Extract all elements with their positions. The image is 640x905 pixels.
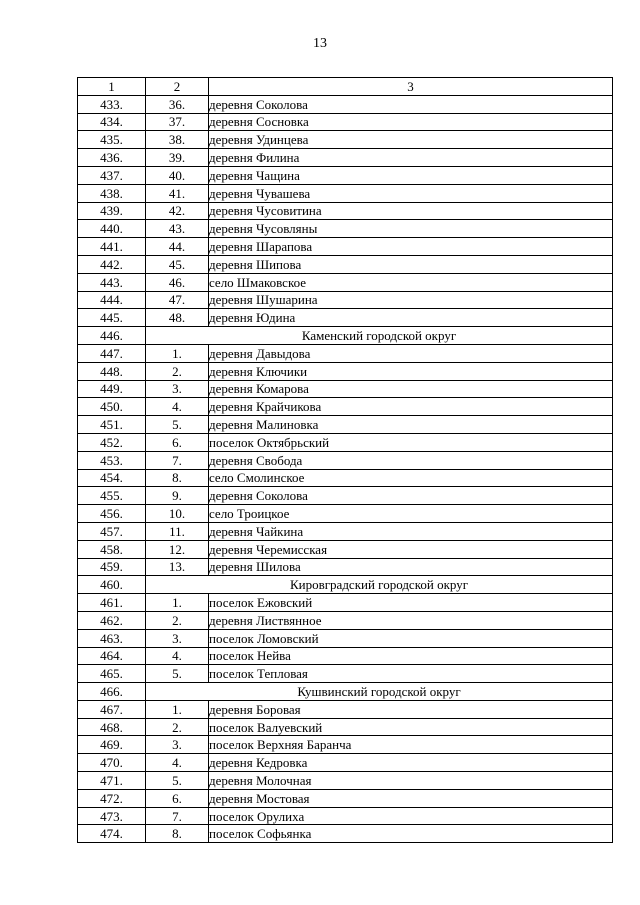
row-number: 443.	[78, 273, 146, 291]
settlement-name: поселок Валуевский	[209, 718, 613, 736]
row-number: 455.	[78, 487, 146, 505]
sub-number: 7.	[146, 807, 209, 825]
row-number: 465.	[78, 665, 146, 683]
row-number: 447.	[78, 344, 146, 362]
table-row	[78, 736, 613, 754]
table-row	[78, 825, 613, 843]
settlement-name: деревня Соколова	[209, 487, 613, 505]
settlement-name: деревня Шушарина	[209, 291, 613, 309]
table-row	[78, 433, 613, 451]
table-row	[78, 255, 613, 273]
table-row	[78, 469, 613, 487]
table-row	[78, 540, 613, 558]
sub-number: 6.	[146, 433, 209, 451]
table-row	[78, 522, 613, 540]
settlement-name: деревня Шипова	[209, 255, 613, 273]
group-row	[78, 327, 613, 345]
table-row	[78, 309, 613, 327]
table-row	[78, 558, 613, 576]
sub-number: 37.	[146, 113, 209, 131]
row-number: 460.	[78, 576, 146, 594]
row-number: 466.	[78, 683, 146, 701]
settlement-name: деревня Удинцева	[209, 131, 613, 149]
sub-number: 48.	[146, 309, 209, 327]
sub-number: 5.	[146, 665, 209, 683]
table-row	[78, 273, 613, 291]
settlement-name: деревня Листвянное	[209, 611, 613, 629]
sub-number: 47.	[146, 291, 209, 309]
row-number: 458.	[78, 540, 146, 558]
sub-number: 2.	[146, 362, 209, 380]
settlement-name: деревня Чувашева	[209, 184, 613, 202]
settlement-name: деревня Филина	[209, 149, 613, 167]
sub-number: 7.	[146, 451, 209, 469]
table-row	[78, 238, 613, 256]
settlement-name: деревня Малиновка	[209, 416, 613, 434]
settlement-name: деревня Черемисская	[209, 540, 613, 558]
table-row	[78, 629, 613, 647]
table-row	[78, 149, 613, 167]
sub-number: 44.	[146, 238, 209, 256]
settlement-name: деревня Шарапова	[209, 238, 613, 256]
settlement-name: деревня Комарова	[209, 380, 613, 398]
sub-number: 1.	[146, 344, 209, 362]
sub-number: 36.	[146, 95, 209, 113]
sub-number: 43.	[146, 220, 209, 238]
sub-number: 4.	[146, 647, 209, 665]
sub-number: 41.	[146, 184, 209, 202]
settlement-name: деревня Шилова	[209, 558, 613, 576]
settlement-name: деревня Молочная	[209, 772, 613, 790]
table-row	[78, 594, 613, 612]
sub-number: 5.	[146, 772, 209, 790]
table-row	[78, 291, 613, 309]
table-row	[78, 772, 613, 790]
settlement-name: село Троицкое	[209, 505, 613, 523]
row-number: 433.	[78, 95, 146, 113]
table-row	[78, 166, 613, 184]
settlement-name: деревня Боровая	[209, 700, 613, 718]
row-number: 442.	[78, 255, 146, 273]
sub-number: 45.	[146, 255, 209, 273]
settlement-name: поселок Орулиха	[209, 807, 613, 825]
table-row	[78, 789, 613, 807]
settlement-name: деревня Ключики	[209, 362, 613, 380]
settlement-name: деревня Крайчикова	[209, 398, 613, 416]
row-number: 469.	[78, 736, 146, 754]
row-number: 439.	[78, 202, 146, 220]
table-row	[78, 487, 613, 505]
row-number: 461.	[78, 594, 146, 612]
sub-number: 42.	[146, 202, 209, 220]
sub-number: 11.	[146, 522, 209, 540]
sub-number: 1.	[146, 700, 209, 718]
table-row	[78, 451, 613, 469]
row-number: 470.	[78, 754, 146, 772]
settlement-name: деревня Чусовитина	[209, 202, 613, 220]
sub-number: 6.	[146, 789, 209, 807]
sub-number: 8.	[146, 825, 209, 843]
table-row	[78, 202, 613, 220]
table-row	[78, 398, 613, 416]
sub-number: 46.	[146, 273, 209, 291]
table-row	[78, 380, 613, 398]
table-header-row	[78, 78, 613, 96]
row-number: 464.	[78, 647, 146, 665]
sub-number: 38.	[146, 131, 209, 149]
sub-number: 2.	[146, 611, 209, 629]
row-number: 471.	[78, 772, 146, 790]
table-row	[78, 754, 613, 772]
settlement-name: деревня Чащина	[209, 166, 613, 184]
group-row	[78, 683, 613, 701]
settlement-name: поселок Ежовский	[209, 594, 613, 612]
district-heading: Каменский городской округ	[146, 327, 613, 345]
district-heading: Кушвинский городской округ	[146, 683, 613, 701]
settlement-name: деревня Свобода	[209, 451, 613, 469]
settlement-name: поселок Софьянка	[209, 825, 613, 843]
sub-number: 8.	[146, 469, 209, 487]
row-number: 437.	[78, 166, 146, 184]
sub-number: 2.	[146, 718, 209, 736]
row-number: 462.	[78, 611, 146, 629]
table-row	[78, 718, 613, 736]
sub-number: 40.	[146, 166, 209, 184]
table-row	[78, 184, 613, 202]
table-row	[78, 700, 613, 718]
row-number: 444.	[78, 291, 146, 309]
row-number: 438.	[78, 184, 146, 202]
sub-number: 3.	[146, 629, 209, 647]
row-number: 452.	[78, 433, 146, 451]
page-number: 13	[313, 36, 327, 51]
row-number: 449.	[78, 380, 146, 398]
row-number: 435.	[78, 131, 146, 149]
table-row	[78, 220, 613, 238]
column-header: 1	[78, 78, 146, 96]
table-row	[78, 95, 613, 113]
table-row	[78, 416, 613, 434]
settlement-name: деревня Чайкина	[209, 522, 613, 540]
sub-number: 4.	[146, 754, 209, 772]
settlement-name: поселок Нейва	[209, 647, 613, 665]
row-number: 434.	[78, 113, 146, 131]
table-row	[78, 807, 613, 825]
settlements-table	[77, 77, 613, 843]
settlement-name: деревня Давыдова	[209, 344, 613, 362]
sub-number: 5.	[146, 416, 209, 434]
table-row	[78, 665, 613, 683]
row-number: 446.	[78, 327, 146, 345]
row-number: 468.	[78, 718, 146, 736]
district-heading: Кировградский городской округ	[146, 576, 613, 594]
settlement-name: деревня Чусовляны	[209, 220, 613, 238]
settlement-name: деревня Соколова	[209, 95, 613, 113]
settlement-name: поселок Октябрьский	[209, 433, 613, 451]
sub-number: 39.	[146, 149, 209, 167]
row-number: 456.	[78, 505, 146, 523]
sub-number: 4.	[146, 398, 209, 416]
column-header: 3	[209, 78, 613, 96]
table-row	[78, 647, 613, 665]
row-number: 440.	[78, 220, 146, 238]
sub-number: 1.	[146, 594, 209, 612]
row-number: 474.	[78, 825, 146, 843]
row-number: 441.	[78, 238, 146, 256]
row-number: 450.	[78, 398, 146, 416]
settlement-name: поселок Верхняя Баранча	[209, 736, 613, 754]
row-number: 467.	[78, 700, 146, 718]
table-row	[78, 611, 613, 629]
column-header: 2	[146, 78, 209, 96]
row-number: 454.	[78, 469, 146, 487]
table-row	[78, 344, 613, 362]
row-number: 436.	[78, 149, 146, 167]
row-number: 472.	[78, 789, 146, 807]
settlement-name: поселок Ломовский	[209, 629, 613, 647]
settlement-name: деревня Юдина	[209, 309, 613, 327]
sub-number: 13.	[146, 558, 209, 576]
settlement-name: деревня Кедровка	[209, 754, 613, 772]
settlement-name: село Смолинское	[209, 469, 613, 487]
row-number: 448.	[78, 362, 146, 380]
table-row	[78, 113, 613, 131]
row-number: 463.	[78, 629, 146, 647]
row-number: 445.	[78, 309, 146, 327]
table-row	[78, 505, 613, 523]
row-number: 457.	[78, 522, 146, 540]
sub-number: 3.	[146, 380, 209, 398]
settlement-name: деревня Сосновка	[209, 113, 613, 131]
sub-number: 3.	[146, 736, 209, 754]
settlement-name: поселок Тепловая	[209, 665, 613, 683]
settlement-name: село Шмаковское	[209, 273, 613, 291]
table-row	[78, 131, 613, 149]
row-number: 451.	[78, 416, 146, 434]
row-number: 453.	[78, 451, 146, 469]
sub-number: 9.	[146, 487, 209, 505]
group-row	[78, 576, 613, 594]
settlement-name: деревня Мостовая	[209, 789, 613, 807]
table-row	[78, 362, 613, 380]
row-number: 473.	[78, 807, 146, 825]
row-number: 459.	[78, 558, 146, 576]
sub-number: 12.	[146, 540, 209, 558]
sub-number: 10.	[146, 505, 209, 523]
